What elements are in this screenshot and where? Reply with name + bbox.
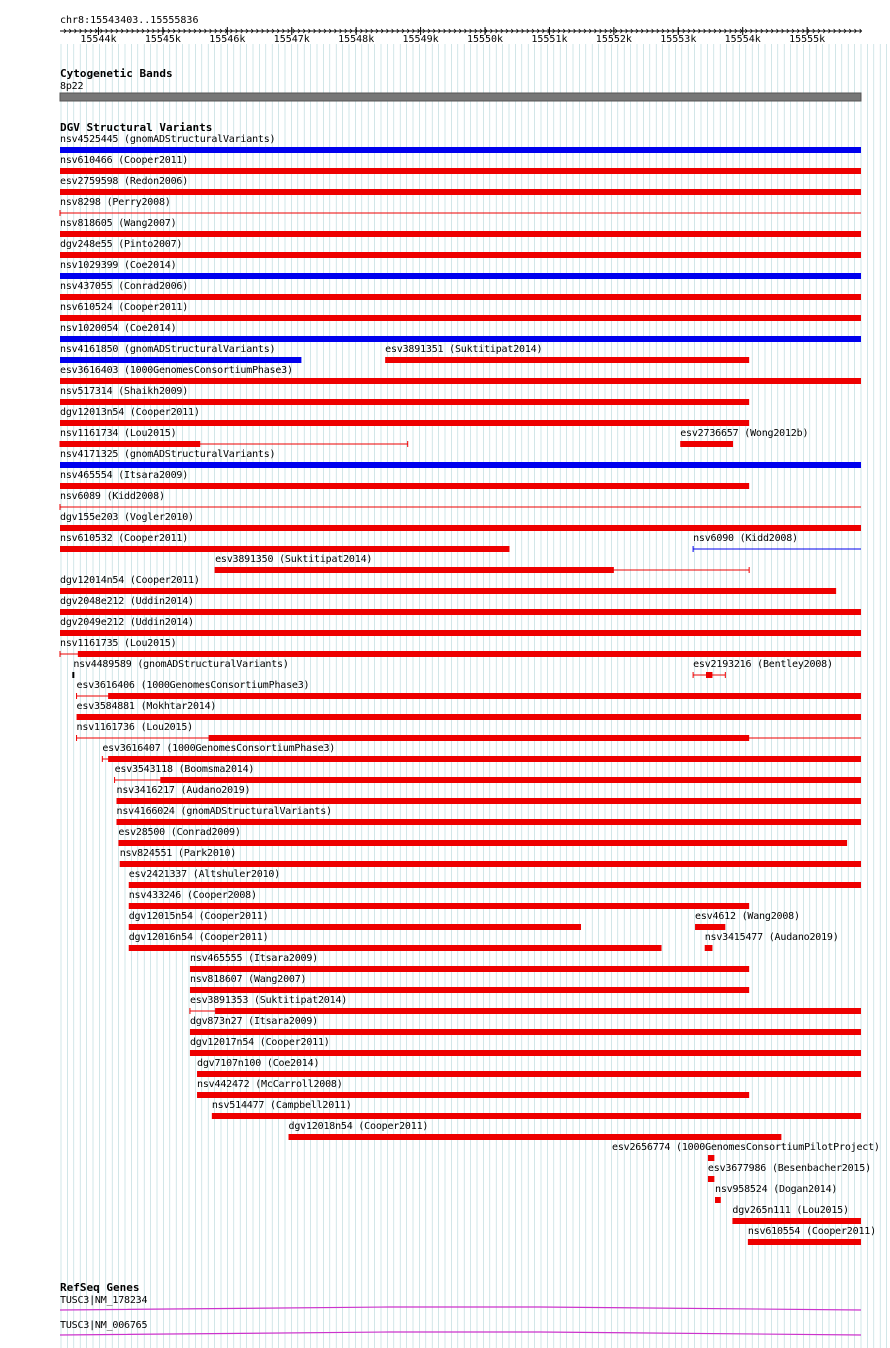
variant-bar	[695, 924, 725, 930]
variant-bar	[212, 1113, 861, 1119]
variant-bar	[120, 861, 861, 867]
variant-label[interactable]: nsv824551 (Park2010)	[119, 848, 237, 859]
ruler-tick-label: 15546k	[209, 34, 246, 45]
variant-label[interactable]: dgv7107n100 (Coe2014)	[197, 1058, 320, 1069]
variant-label[interactable]: nsv514477 (Campbell2011)	[211, 1100, 352, 1111]
refseq-track-title[interactable]: RefSeq Genes	[60, 1281, 140, 1294]
variant-bar	[60, 231, 861, 237]
variant-label[interactable]: dgv873n27 (Itsara2009)	[189, 1016, 318, 1027]
variant-label[interactable]: esv2193216 (Bentley2008)	[693, 659, 833, 670]
variant-label[interactable]: esv2736657 (Wong2012b)	[680, 428, 809, 439]
variant-bar	[705, 945, 713, 951]
variant-label[interactable]: dgv12017n54 (Cooper2011)	[189, 1037, 330, 1048]
variant-label[interactable]: dgv12015n54 (Cooper2011)	[128, 911, 269, 922]
variant-block	[108, 756, 861, 762]
variant-label[interactable]: dgv155e203 (Vogler2010)	[60, 512, 194, 523]
ruler-tick-label: 15547k	[273, 34, 310, 45]
variant-bar	[748, 1239, 861, 1245]
variant-bar	[190, 966, 749, 972]
variant-label[interactable]: nsv1029399 (Coe2014)	[60, 260, 177, 271]
variant-bar	[732, 1218, 861, 1224]
variant-label[interactable]: nsv4525445 (gnomADStructuralVariants)	[60, 134, 276, 145]
variant-bar	[60, 546, 509, 552]
variant-bar	[60, 294, 861, 300]
variant-bar	[60, 273, 861, 279]
variant-label[interactable]: nsv610524 (Cooper2011)	[60, 302, 189, 313]
variant-label[interactable]: nsv1161734 (Lou2015)	[60, 428, 177, 439]
variant-bar	[60, 168, 861, 174]
variant-label[interactable]: dgv12018n54 (Cooper2011)	[288, 1121, 429, 1132]
variant-label[interactable]: nsv465555 (Itsara2009)	[189, 953, 318, 964]
variant-label[interactable]: nsv8298 (Perry2008)	[60, 197, 171, 208]
variant-label[interactable]: nsv6089 (Kidd2008)	[60, 491, 165, 502]
variant-label[interactable]: esv3891351 (Suktitipat2014)	[385, 344, 543, 355]
variant-label[interactable]: nsv517314 (Shaikh2009)	[60, 386, 189, 397]
variant-label[interactable]: nsv3415477 (Audano2019)	[704, 932, 839, 943]
variant-label[interactable]: nsv610532 (Cooper2011)	[60, 533, 189, 544]
variant-block	[108, 693, 861, 699]
variant-bar	[385, 357, 749, 363]
ruler-tick-label: 15545k	[144, 34, 181, 45]
ruler-title: chr8:15543403..15555836	[60, 15, 199, 26]
refseq-gene-line	[60, 1332, 861, 1335]
variant-block	[60, 441, 200, 447]
variant-label[interactable]: dgv12016n54 (Cooper2011)	[128, 932, 269, 943]
variant-bar	[129, 882, 861, 888]
ruler-tick-label: 15550k	[466, 34, 504, 45]
variant-label[interactable]: dgv248e55 (Pinto2007)	[60, 239, 183, 250]
variant-bar	[60, 147, 861, 153]
ruler-tick-label: 15553k	[660, 34, 697, 45]
variant-bar	[190, 1050, 861, 1056]
variant-block	[215, 567, 614, 573]
ruler-tick-label: 15551k	[531, 34, 568, 45]
variant-block	[215, 1008, 861, 1014]
variant-bar	[680, 441, 733, 447]
variant-block	[209, 735, 750, 741]
refseq-gene-label[interactable]: TUSC3|NM_178234	[60, 1295, 148, 1306]
variant-label[interactable]: esv2421337 (Altshuler2010)	[128, 869, 281, 880]
variant-bar	[60, 252, 861, 258]
variant-label[interactable]: nsv437055 (Conrad2006)	[60, 281, 189, 292]
variant-bar	[289, 1134, 782, 1140]
variant-label[interactable]: esv3543118 (Boomsma2014)	[114, 764, 255, 775]
variant-label[interactable]: esv2656774 (1000GenomesConsortiumPilotProject)	[612, 1142, 880, 1153]
variant-label[interactable]: esv3616403 (1000GenomesConsortiumPhase3)	[60, 365, 293, 376]
refseq-gene-line	[60, 1307, 861, 1310]
variant-label[interactable]: esv3677986 (Besenbacher2015)	[707, 1163, 871, 1174]
variant-bar	[708, 1176, 714, 1182]
variant-bar	[129, 945, 662, 951]
variant-bar	[117, 798, 861, 804]
variant-bar	[129, 903, 749, 909]
variant-bar	[190, 1029, 861, 1035]
ruler-tick-label: 15549k	[402, 34, 439, 45]
variant-bar	[60, 483, 749, 489]
variant-bar	[118, 840, 847, 846]
variant-label[interactable]: nsv1161736 (Lou2015)	[76, 722, 193, 733]
variant-bar	[60, 609, 861, 615]
variant-bar	[60, 357, 301, 363]
variant-label[interactable]: nsv4489589 (gnomADStructuralVariants)	[73, 659, 289, 670]
variant-label[interactable]: dgv12013n54 (Cooper2011)	[60, 407, 200, 418]
variant-block	[78, 651, 861, 657]
cytoband-label: 8p22	[60, 81, 84, 92]
variant-label[interactable]: esv28500 (Conrad2009)	[118, 827, 241, 838]
variant-bar	[715, 1197, 721, 1203]
variant-label[interactable]: esv3616407 (1000GenomesConsortiumPhase3)	[102, 743, 336, 754]
variant-label[interactable]: nsv4166024 (gnomADStructuralVariants)	[116, 806, 332, 817]
variant-label[interactable]: nsv1020054 (Coe2014)	[60, 323, 177, 334]
variant-bar	[60, 420, 749, 426]
variant-bar	[197, 1092, 749, 1098]
cytoband-track-title[interactable]: Cytogenetic Bands	[60, 67, 173, 80]
variant-label[interactable]: nsv818607 (Wang2007)	[189, 974, 307, 985]
variant-label[interactable]: esv4612 (Wang2008)	[695, 911, 800, 922]
variant-bar	[60, 630, 861, 636]
ruler-tick-label: 15555k	[789, 34, 826, 45]
variant-label[interactable]: esv3891350 (Suktitipat2014)	[215, 554, 373, 565]
variant-bar	[708, 1155, 714, 1161]
variant-label[interactable]: dgv12014n54 (Cooper2011)	[60, 575, 200, 586]
variant-label[interactable]: nsv4171325 (gnomADStructuralVariants)	[60, 449, 276, 460]
variant-label[interactable]: esv3891353 (Suktitipat2014)	[189, 995, 348, 1006]
variant-block	[706, 672, 712, 678]
variant-bar	[60, 315, 861, 321]
variant-bar	[77, 714, 861, 720]
variant-label[interactable]: nsv818605 (Wang2007)	[60, 218, 177, 229]
variant-bar	[117, 819, 861, 825]
variant-label[interactable]: nsv610554 (Cooper2011)	[747, 1226, 876, 1237]
variant-bar	[60, 399, 749, 405]
variant-label[interactable]: nsv433246 (Cooper2008)	[128, 890, 257, 901]
refseq-gene-label[interactable]: TUSC3|NM_006765	[60, 1320, 148, 1331]
variant-bar	[60, 525, 861, 531]
variant-label[interactable]: esv2759598 (Redon2006)	[60, 176, 189, 187]
ruler-tick-label: 15548k	[338, 34, 375, 45]
variant-label[interactable]: nsv3416217 (Audano2019)	[116, 785, 251, 796]
variant-label[interactable]: nsv442472 (McCarroll2008)	[197, 1079, 343, 1090]
variant-bar	[60, 588, 836, 594]
ruler-tick-label: 15552k	[595, 34, 632, 45]
variant-label[interactable]: nsv610466 (Cooper2011)	[60, 155, 189, 166]
variant-bar	[197, 1071, 861, 1077]
variant-label[interactable]: nsv465554 (Itsara2009)	[60, 470, 189, 481]
variant-label[interactable]: nsv6090 (Kidd2008)	[693, 533, 798, 544]
ruler-tick-label: 15544k	[80, 34, 117, 45]
variant-label[interactable]: nsv958524 (Dogan2014)	[715, 1184, 838, 1195]
variant-bar	[60, 462, 861, 468]
variant-block	[160, 777, 861, 783]
variant-label[interactable]: dgv2048e212 (Uddin2014)	[60, 596, 194, 607]
variant-bar	[60, 189, 861, 195]
variant-bar	[60, 378, 861, 384]
variant-label[interactable]: esv3616406 (1000GenomesConsortiumPhase3)	[76, 680, 310, 691]
variant-bar	[129, 924, 581, 930]
variant-label[interactable]: dgv265n111 (Lou2015)	[732, 1205, 849, 1216]
variant-bar	[60, 336, 861, 342]
variant-label[interactable]: nsv4161850 (gnomADStructuralVariants)	[60, 344, 276, 355]
ruler-tick-label: 15554k	[724, 34, 761, 45]
variant-label[interactable]: esv3584881 (Mokhtar2014)	[76, 701, 217, 712]
dgv-track-title[interactable]: DGV Structural Variants	[60, 121, 213, 134]
variant-label[interactable]: nsv1161735 (Lou2015)	[60, 638, 177, 649]
cytoband-bar	[60, 93, 861, 101]
variant-label[interactable]: dgv2049e212 (Uddin2014)	[60, 617, 194, 628]
variant-bar	[190, 987, 749, 993]
